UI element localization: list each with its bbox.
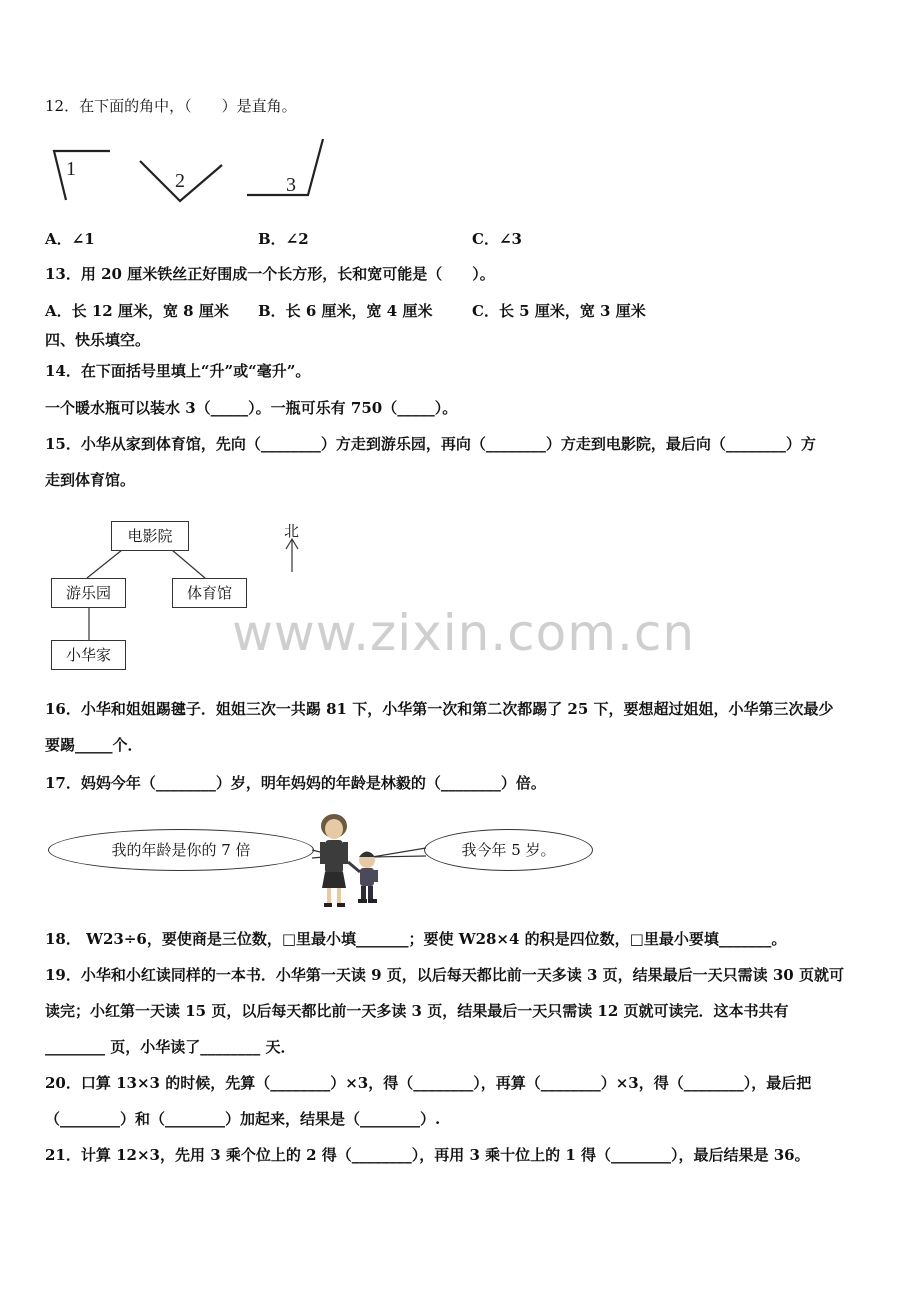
q15-line1: 15．小华从家到体育馆，先向（________）方走到游乐园，再向（________）方走到电影院，最后向（________）方 — [45, 435, 816, 453]
map-cinema: 电影院 — [111, 521, 189, 551]
q12-option-b[interactable]: B．∠2 — [258, 230, 309, 248]
q12-option-a[interactable]: A．∠1 — [45, 230, 95, 248]
q19-line1: 19．小华和小红读同样的一本书．小华第一天读 9 页，以后每天都比前一天多读 3 页，结果最后一天只需读 30 页就可 — [45, 966, 844, 984]
q20-line2: （________）和（________）加起来，结果是（________）. — [45, 1110, 441, 1128]
q13-option-a[interactable]: A．长 12 厘米，宽 8 厘米 — [45, 302, 229, 320]
mother-child-illustration — [300, 810, 440, 915]
watermark: www.zixin.com.cn — [232, 604, 696, 662]
q14-line2: 一个暖水瓶可以装水 3（_____）。一瓶可乐有 750（_____）。 — [45, 399, 458, 417]
angle-2-label: 2 — [175, 170, 185, 192]
q20-line1: 20．口算 13×3 的时候，先算（________）×3，得（________），再算（________）×3，得（________），最后把 — [45, 1074, 812, 1092]
angle-1-label: 1 — [66, 158, 76, 180]
q13-option-c[interactable]: C．长 5 厘米，宽 3 厘米 — [472, 302, 646, 320]
q18-stem: 18． W23÷6，要使商是三位数，□里最小填_______；要使 W28×4 的积是四位数，□里最小要填_______。 — [45, 930, 787, 948]
map-home: 小华家 — [51, 640, 126, 670]
q16-line1: 16．小华和姐姐踢毽子．姐姐三次一共踢 81 下，小华第一次和第二次都踢了 25 下，要想超过姐姐，小华第三次最少 — [45, 700, 834, 718]
q16-line2: 要踢_____个． — [45, 736, 143, 754]
q17-stem: 17．妈妈今年（________）岁，明年妈妈的年龄是林毅的（________）倍。 — [45, 774, 546, 792]
q12-stem: 12．在下面的角中，（ ）是直角。 — [45, 97, 297, 115]
section-heading: 四、快乐填空。 — [45, 331, 151, 349]
speech-bubble-child-text: 我今年 5 岁。 — [461, 841, 556, 859]
map-park: 游乐园 — [51, 578, 126, 608]
q13-option-b[interactable]: B．长 6 厘米，宽 4 厘米 — [258, 302, 433, 320]
speech-bubble-mother-text: 我的年龄是你的 7 倍 — [111, 841, 251, 859]
speech-bubble-child — [424, 829, 593, 871]
map-gym: 体育馆 — [172, 578, 247, 608]
q19-line3: ________ 页，小华读了________ 天． — [45, 1038, 296, 1056]
angle-3-label: 3 — [286, 174, 296, 196]
q15-line2: 走到体育馆。 — [45, 471, 136, 489]
q13-stem: 13．用 20 厘米铁丝正好围成一个长方形，长和宽可能是（ ）。 — [45, 265, 495, 283]
q21-stem: 21．计算 12×3，先用 3 乘个位上的 2 得（________），再用 3 乘十位上的 1 得（________），最后结果是 36。 — [45, 1146, 810, 1164]
q14-stem: 14．在下面括号里填上“升”或“毫升”。 — [45, 362, 311, 380]
speech-bubble-mother — [48, 829, 314, 871]
q12-option-c[interactable]: C．∠3 — [472, 230, 522, 248]
q19-line2: 读完；小红第一天读 15 页，以后每天都比前一天多读 3 页，结果最后一天只需读 12 页就可读完．这本书共有 — [45, 1002, 789, 1020]
north-label: 北 — [284, 522, 300, 540]
